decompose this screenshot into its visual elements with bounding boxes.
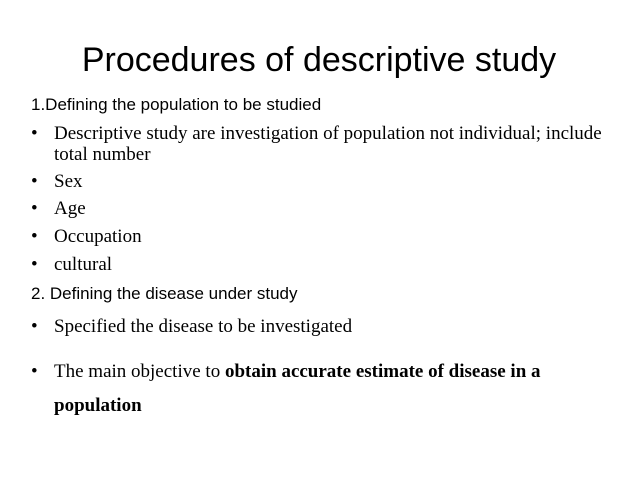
bullet-icon: •: [31, 361, 38, 382]
bullet-text: Sex: [54, 171, 83, 192]
bullet-icon: •: [31, 198, 38, 219]
list-item: [31, 123, 621, 165]
bullet-icon: •: [31, 171, 38, 192]
bullet-text: Occupation: [54, 226, 142, 247]
bullet-icon: •: [31, 254, 38, 275]
bullet-text-bold: obtain accurate estimate of disease in a population: [54, 361, 541, 416]
list-item: [31, 355, 621, 423]
bullet-text-plain: The main objective to: [54, 361, 225, 382]
bullet-icon: •: [31, 316, 38, 337]
bullet-icon: •: [31, 123, 38, 144]
bullet-text: Descriptive study are investigation of population not individual; include total number: [54, 123, 602, 165]
bullet-icon: •: [31, 226, 38, 247]
section2-heading: 2. Defining the disease under study: [31, 284, 298, 303]
bullet-text: Specified the disease to be investigated: [54, 316, 353, 337]
list-item: [31, 316, 621, 337]
bullet-text: Age: [54, 198, 86, 219]
bullet-text: [54, 355, 621, 423]
slide-title: Procedures of descriptive study: [81, 41, 557, 79]
list-item: [31, 226, 621, 247]
section1-heading: 1.Defining the population to be studied: [31, 95, 322, 114]
list-item: [31, 254, 621, 275]
bullet-text: cultural: [54, 254, 113, 275]
list-item: [31, 171, 621, 192]
list-item: [31, 198, 621, 219]
